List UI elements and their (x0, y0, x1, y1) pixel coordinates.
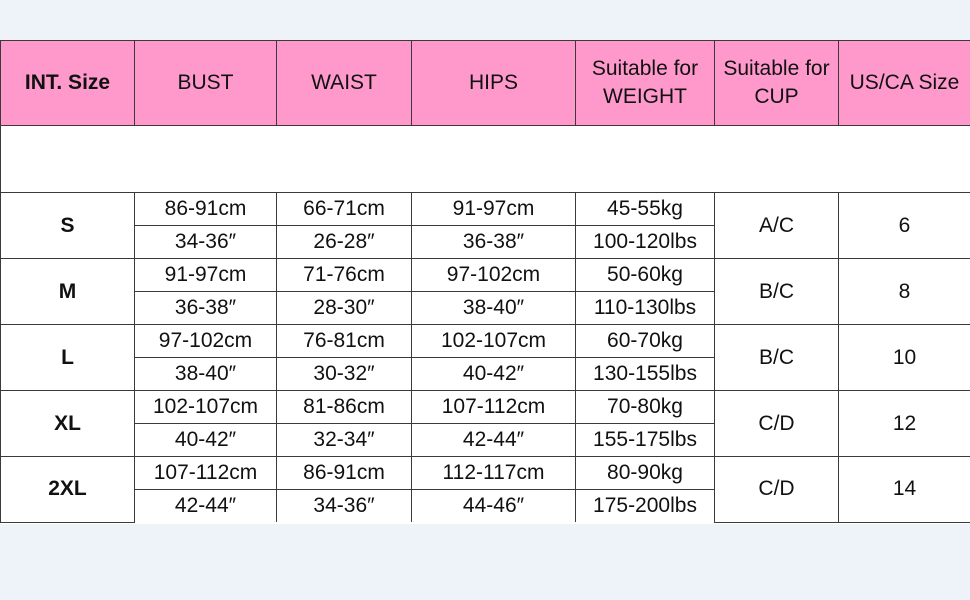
waist-cm-cell: 86-91cm (277, 457, 412, 490)
hips-inch-cell: 38-40″ (412, 292, 576, 325)
header-us-ca-size-line: US/CA Size (849, 71, 960, 94)
int-size-cell: S (1, 193, 135, 259)
hips-cm-cell: 97-102cm (412, 259, 576, 292)
size-chart-body (1, 126, 970, 523)
us-ca-size-cell: 12 (839, 391, 970, 457)
header-row (1, 41, 970, 126)
hips-inch-cell: 40-42″ (412, 358, 576, 391)
cup-cell: A/C (715, 193, 839, 259)
bust-inch-cell: 34-36″ (135, 226, 277, 259)
header-suitable-weight-line: WEIGHT (603, 85, 687, 108)
hips-inch-cell: 42-44″ (412, 424, 576, 457)
bust-cm-cell: 97-102cm (135, 325, 277, 358)
header-waist-line: WAIST (311, 71, 377, 94)
weight-lbs-cell: 130-155lbs (576, 358, 715, 391)
size-chart-table (0, 40, 970, 523)
bust-cm-cell: 102-107cm (135, 391, 277, 424)
bust-inch-cell: 38-40″ (135, 358, 277, 391)
header-suitable-weight-line: Suitable for (591, 57, 699, 80)
hips-cm-cell: 107-112cm (412, 391, 576, 424)
hips-cm-cell: 102-107cm (412, 325, 576, 358)
cup-cell: B/C (715, 259, 839, 325)
int-size-cell: L (1, 325, 135, 391)
hips-inch-cell: 36-38″ (412, 226, 576, 259)
table-row (1, 457, 970, 490)
hips-cm-cell: 91-97cm (412, 193, 576, 226)
waist-inch-cell: 32-34″ (277, 424, 412, 457)
spacer-cell (412, 126, 576, 193)
waist-inch-cell: 26-28″ (277, 226, 412, 259)
bust-inch-cell: 42-44″ (135, 490, 277, 523)
size-chart-header (1, 41, 970, 126)
header-suitable-weight (576, 41, 715, 126)
cup-cell: B/C (715, 325, 839, 391)
header-int-size-line: INT. Size (24, 71, 111, 94)
us-ca-size-cell: 14 (839, 457, 970, 523)
waist-cm-cell: 76-81cm (277, 325, 412, 358)
spacer-cell (576, 126, 715, 193)
int-size-cell: 2XL (1, 457, 135, 523)
cup-cell: C/D (715, 391, 839, 457)
waist-cm-cell: 66-71cm (277, 193, 412, 226)
waist-cm-cell: 71-76cm (277, 259, 412, 292)
waist-inch-cell: 28-30″ (277, 292, 412, 325)
us-ca-size-cell: 8 (839, 259, 970, 325)
waist-inch-cell: 30-32″ (277, 358, 412, 391)
cup-cell: C/D (715, 457, 839, 523)
bust-cm-cell: 107-112cm (135, 457, 277, 490)
bust-inch-cell: 36-38″ (135, 292, 277, 325)
header-bust (135, 41, 277, 126)
table-row (1, 193, 970, 226)
table-row (1, 259, 970, 292)
waist-inch-cell: 34-36″ (277, 490, 412, 523)
bust-inch-cell: 40-42″ (135, 424, 277, 457)
weight-kg-cell: 45-55kg (576, 193, 715, 226)
us-ca-size-cell: 6 (839, 193, 970, 259)
header-int-size (1, 41, 135, 126)
spacer-cell (839, 126, 970, 193)
int-size-cell: M (1, 259, 135, 325)
header-bust-line: BUST (177, 71, 234, 94)
header-hips (412, 41, 576, 126)
int-size-cell: XL (1, 391, 135, 457)
header-suitable-cup-line: Suitable for (723, 57, 830, 80)
spacer-cell (135, 126, 277, 193)
us-ca-size-cell: 10 (839, 325, 970, 391)
weight-lbs-cell: 110-130lbs (576, 292, 715, 325)
header-suitable-cup (715, 41, 839, 126)
header-us-ca-size (839, 41, 970, 126)
weight-kg-cell: 70-80kg (576, 391, 715, 424)
waist-cm-cell: 81-86cm (277, 391, 412, 424)
table-row (1, 391, 970, 424)
bust-cm-cell: 91-97cm (135, 259, 277, 292)
table-row (1, 325, 970, 358)
bust-cm-cell: 86-91cm (135, 193, 277, 226)
weight-kg-cell: 60-70kg (576, 325, 715, 358)
spacer-cell (1, 126, 135, 193)
header-waist (277, 41, 412, 126)
weight-kg-cell: 50-60kg (576, 259, 715, 292)
weight-lbs-cell: 155-175lbs (576, 424, 715, 457)
weight-kg-cell: 80-90kg (576, 457, 715, 490)
header-hips-line: HIPS (468, 71, 518, 94)
header-suitable-cup-line: CUP (754, 85, 799, 108)
spacer-cell (277, 126, 412, 193)
hips-cm-cell: 112-117cm (412, 457, 576, 490)
spacer-row (1, 126, 970, 193)
weight-lbs-cell: 175-200lbs (576, 490, 715, 523)
hips-inch-cell: 44-46″ (412, 490, 576, 523)
spacer-cell (715, 126, 839, 193)
weight-lbs-cell: 100-120lbs (576, 226, 715, 259)
